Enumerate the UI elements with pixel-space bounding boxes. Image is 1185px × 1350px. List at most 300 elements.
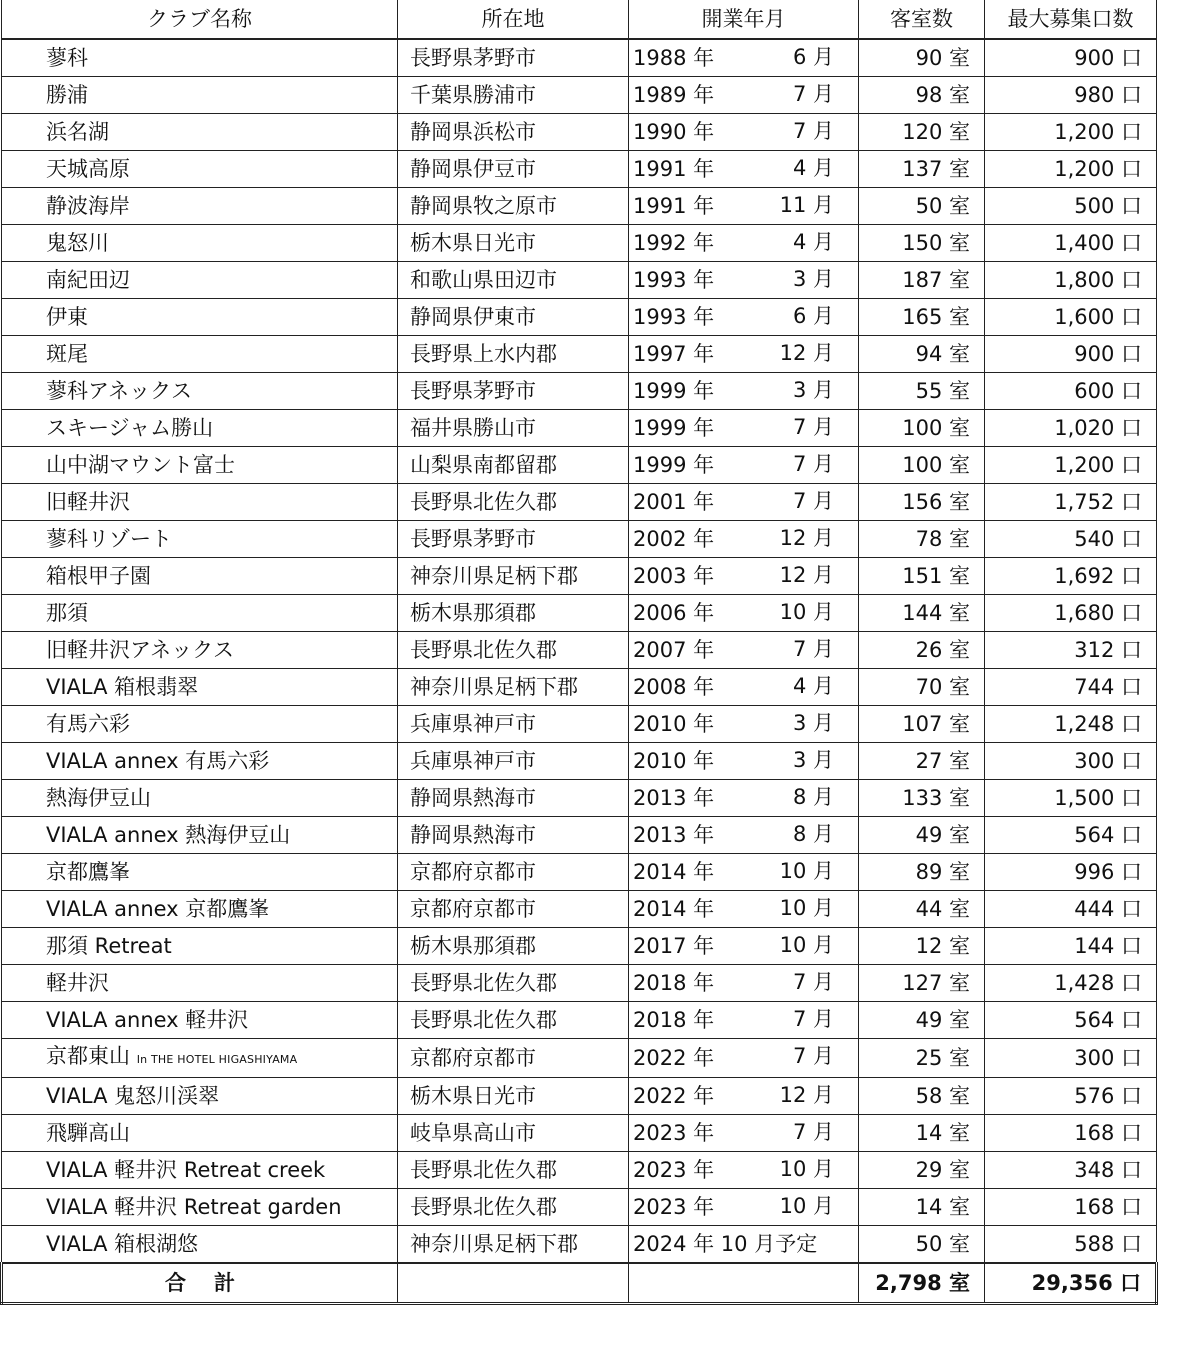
opened-year: 2008 年 <box>633 675 715 699</box>
opened-month: 10 月 <box>779 933 834 957</box>
club-name: VIALA annex 有馬六彩 <box>46 749 270 773</box>
opened-cell <box>629 151 859 188</box>
location: 長野県北佐久郡 <box>410 490 557 514</box>
opened-year: 1999 年 <box>633 379 715 403</box>
rooms-cell <box>859 1226 985 1264</box>
table-row <box>2 39 1157 77</box>
club-name: 蓼科リゾート <box>46 527 172 551</box>
units-cell <box>985 1078 1157 1115</box>
rooms: 29 室 <box>915 1158 970 1182</box>
rooms-cell <box>859 891 985 928</box>
location-cell <box>398 447 629 484</box>
club-name-cell <box>2 1226 398 1264</box>
club-name: VIALA annex 熱海伊豆山 <box>46 823 291 847</box>
opened-cell <box>629 39 859 77</box>
opened-year: 2018 年 <box>633 971 715 995</box>
location: 静岡県伊豆市 <box>410 157 536 181</box>
max-units: 444 口 <box>1074 897 1142 921</box>
location-cell <box>398 928 629 965</box>
location: 静岡県熱海市 <box>410 786 536 810</box>
opened-cell <box>629 595 859 632</box>
club-name: 勝浦 <box>46 83 88 107</box>
units-cell <box>985 1039 1157 1078</box>
total-label: 合計 <box>2 1263 398 1304</box>
rooms-cell <box>859 225 985 262</box>
units-cell <box>985 336 1157 373</box>
units-cell <box>985 1152 1157 1189</box>
opened-month: 7 月 <box>792 489 834 513</box>
units-cell <box>985 817 1157 854</box>
opened-month: 4 月 <box>792 156 834 180</box>
club-name-cell <box>2 447 398 484</box>
table-row <box>2 151 1157 188</box>
opened-month: 3 月 <box>792 267 834 291</box>
location-cell <box>398 780 629 817</box>
opened-year: 2001 年 <box>633 490 715 514</box>
rooms: 156 室 <box>902 490 970 514</box>
total-opened-empty <box>629 1263 859 1304</box>
max-units: 1,600 口 <box>1054 305 1142 329</box>
units-cell <box>985 151 1157 188</box>
rooms-cell <box>859 854 985 891</box>
max-units: 1,752 口 <box>1054 490 1142 514</box>
rooms-cell <box>859 299 985 336</box>
opened-year: 2017 年 <box>633 934 715 958</box>
location: 長野県北佐久郡 <box>410 1158 557 1182</box>
table-row <box>2 188 1157 225</box>
rooms-cell <box>859 965 985 1002</box>
location-cell <box>398 595 629 632</box>
units-cell <box>985 1226 1157 1264</box>
rooms: 70 室 <box>915 675 970 699</box>
location-cell <box>398 891 629 928</box>
max-units: 144 口 <box>1074 934 1142 958</box>
club-name: 箱根甲子園 <box>46 564 151 588</box>
rooms-cell <box>859 447 985 484</box>
opened-month: 12 月 <box>779 526 834 550</box>
rooms: 90 室 <box>915 46 970 70</box>
opened-year: 1990 年 <box>633 120 715 144</box>
location: 静岡県伊東市 <box>410 305 536 329</box>
table-row <box>2 632 1157 669</box>
rooms-cell <box>859 1002 985 1039</box>
club-name: 京都東山 <box>46 1044 130 1068</box>
opened-month: 4 月 <box>792 230 834 254</box>
max-units: 300 口 <box>1074 749 1142 773</box>
location: 神奈川県足柄下郡 <box>410 1232 578 1256</box>
location-cell <box>398 854 629 891</box>
units-cell <box>985 299 1157 336</box>
opened-year: 1999 年 <box>633 416 715 440</box>
opened-cell <box>629 521 859 558</box>
total-row <box>2 1263 1157 1304</box>
opened-cell <box>629 188 859 225</box>
units-cell <box>985 521 1157 558</box>
location-cell <box>398 965 629 1002</box>
opened-cell <box>629 1039 859 1078</box>
max-units: 540 口 <box>1074 527 1142 551</box>
location-cell <box>398 77 629 114</box>
club-name: 天城高原 <box>46 157 130 181</box>
location: 栃木県日光市 <box>410 231 536 255</box>
location: 兵庫県神戸市 <box>410 749 536 773</box>
opened-month: 11 月 <box>779 193 834 217</box>
units-cell <box>985 595 1157 632</box>
max-units: 996 口 <box>1074 860 1142 884</box>
location-cell <box>398 410 629 447</box>
table-row <box>2 706 1157 743</box>
table-row <box>2 1152 1157 1189</box>
club-name: VIALA 軽井沢 Retreat creek <box>46 1158 326 1182</box>
rooms: 133 室 <box>902 786 970 810</box>
opened-cell <box>629 1152 859 1189</box>
opened-month: 3 月 <box>792 748 834 772</box>
opened-cell <box>629 817 859 854</box>
club-name-cell <box>2 484 398 521</box>
club-name: 軽井沢 <box>46 971 109 995</box>
opened-year: 1993 年 <box>633 268 715 292</box>
rooms-cell <box>859 1189 985 1226</box>
units-cell <box>985 1002 1157 1039</box>
opened-cell <box>629 1189 859 1226</box>
units-cell <box>985 780 1157 817</box>
opened-month: 10 月 <box>779 1157 834 1181</box>
units-cell <box>985 114 1157 151</box>
units-cell <box>985 632 1157 669</box>
club-name-cell <box>2 595 398 632</box>
opened-month: 7 月 <box>792 452 834 476</box>
opened-year: 2002 年 <box>633 527 715 551</box>
rooms: 12 室 <box>915 934 970 958</box>
table-row <box>2 1078 1157 1115</box>
table-row <box>2 1039 1157 1078</box>
rooms-cell <box>859 706 985 743</box>
units-cell <box>985 743 1157 780</box>
units-cell <box>985 965 1157 1002</box>
table-row <box>2 114 1157 151</box>
club-name-cell <box>2 151 398 188</box>
location-cell <box>398 1189 629 1226</box>
club-name: 伊東 <box>46 305 88 329</box>
location: 神奈川県足柄下郡 <box>410 564 578 588</box>
location-cell <box>398 1078 629 1115</box>
opened-cell <box>629 669 859 706</box>
location: 京都府京都市 <box>410 897 536 921</box>
location-cell <box>398 225 629 262</box>
max-units: 300 口 <box>1074 1046 1142 1070</box>
rooms-cell <box>859 188 985 225</box>
opened-month: 8 月 <box>792 822 834 846</box>
table-row <box>2 891 1157 928</box>
rooms-cell <box>859 151 985 188</box>
location: 静岡県熱海市 <box>410 823 536 847</box>
max-units: 1,020 口 <box>1054 416 1142 440</box>
rooms: 50 室 <box>915 194 970 218</box>
opened-year: 1999 年 <box>633 453 715 477</box>
opened-month: 7 月 <box>792 1007 834 1031</box>
club-name: VIALA annex 軽井沢 <box>46 1008 249 1032</box>
club-name: 蓼科 <box>46 46 88 70</box>
units-cell <box>985 39 1157 77</box>
location: 静岡県牧之原市 <box>410 194 557 218</box>
table-row <box>2 77 1157 114</box>
location: 長野県北佐久郡 <box>410 1195 557 1219</box>
rooms-cell <box>859 373 985 410</box>
location-cell <box>398 817 629 854</box>
club-name-cell <box>2 336 398 373</box>
units-cell <box>985 558 1157 595</box>
table-row <box>2 410 1157 447</box>
opened-month: 8 月 <box>792 785 834 809</box>
total-rooms: 2,798 室 <box>859 1263 985 1304</box>
units-cell <box>985 706 1157 743</box>
table-row <box>2 373 1157 410</box>
header-opened: 開業年月 <box>629 0 859 39</box>
rooms: 127 室 <box>902 971 970 995</box>
club-name: VIALA 鬼怒川渓翠 <box>46 1084 220 1108</box>
club-name-cell <box>2 77 398 114</box>
opened-year: 2003 年 <box>633 564 715 588</box>
opened-cell <box>629 891 859 928</box>
max-units: 744 口 <box>1074 675 1142 699</box>
opened-year: 2023 年 <box>633 1158 715 1182</box>
rooms-cell <box>859 410 985 447</box>
location-cell <box>398 1002 629 1039</box>
opened-month: 10 月 <box>779 1194 834 1218</box>
opened-month: 3 月 <box>792 711 834 735</box>
units-cell <box>985 447 1157 484</box>
opened-month: 12 月 <box>779 1083 834 1107</box>
location-cell <box>398 188 629 225</box>
max-units: 576 口 <box>1074 1084 1142 1108</box>
opened-year: 1989 年 <box>633 83 715 107</box>
rooms-cell <box>859 743 985 780</box>
max-units: 900 口 <box>1074 46 1142 70</box>
max-units: 1,428 口 <box>1054 971 1142 995</box>
club-name: 那須 <box>46 601 88 625</box>
max-units: 980 口 <box>1074 83 1142 107</box>
header-club-name: クラブ名称 <box>2 0 398 39</box>
location-cell <box>398 558 629 595</box>
location: 長野県上水内郡 <box>410 342 557 366</box>
opened-year: 1992 年 <box>633 231 715 255</box>
rooms-cell <box>859 484 985 521</box>
table-row <box>2 1002 1157 1039</box>
club-name: VIALA 軽井沢 Retreat garden <box>46 1195 342 1219</box>
max-units: 1,800 口 <box>1054 268 1142 292</box>
units-cell <box>985 262 1157 299</box>
rooms-cell <box>859 780 985 817</box>
table-row <box>2 484 1157 521</box>
rooms-cell <box>859 669 985 706</box>
max-units: 900 口 <box>1074 342 1142 366</box>
club-name-cell <box>2 632 398 669</box>
opened-month: 7 月 <box>792 1120 834 1144</box>
table-body <box>2 39 1157 1263</box>
opened-cell <box>629 373 859 410</box>
opened-cell <box>629 1115 859 1152</box>
club-name-cell <box>2 373 398 410</box>
rooms: 150 室 <box>902 231 970 255</box>
max-units: 1,680 口 <box>1054 601 1142 625</box>
location: 岐阜県高山市 <box>410 1121 536 1145</box>
max-units: 168 口 <box>1074 1195 1142 1219</box>
opened-year: 2013 年 <box>633 823 715 847</box>
club-name-cell <box>2 965 398 1002</box>
location-cell <box>398 1152 629 1189</box>
club-name: 静波海岸 <box>46 194 130 218</box>
opened-cell <box>629 558 859 595</box>
location: 山梨県南都留郡 <box>410 453 557 477</box>
opened-cell <box>629 1078 859 1115</box>
units-cell <box>985 225 1157 262</box>
club-name: 浜名湖 <box>46 120 109 144</box>
club-name-cell <box>2 780 398 817</box>
location-cell <box>398 262 629 299</box>
table-row <box>2 928 1157 965</box>
opened-cell <box>629 706 859 743</box>
opened-cell <box>629 225 859 262</box>
max-units: 1,400 口 <box>1054 231 1142 255</box>
club-name-cell <box>2 854 398 891</box>
header-location: 所在地 <box>398 0 629 39</box>
rooms-cell <box>859 336 985 373</box>
table-row <box>2 299 1157 336</box>
location-cell <box>398 39 629 77</box>
table-row <box>2 1189 1157 1226</box>
club-name-cell <box>2 39 398 77</box>
max-units: 168 口 <box>1074 1121 1142 1145</box>
rooms: 165 室 <box>902 305 970 329</box>
club-name: VIALA 箱根翡翠 <box>46 675 199 699</box>
opened-cell <box>629 77 859 114</box>
location: 千葉県勝浦市 <box>410 83 536 107</box>
club-name-cell <box>2 521 398 558</box>
max-units: 1,200 口 <box>1054 157 1142 181</box>
location: 兵庫県神戸市 <box>410 712 536 736</box>
location-cell <box>398 632 629 669</box>
club-name-cell <box>2 410 398 447</box>
opened-cell <box>629 410 859 447</box>
location: 栃木県那須郡 <box>410 934 536 958</box>
location-cell <box>398 1115 629 1152</box>
location: 京都府京都市 <box>410 1046 536 1070</box>
max-units: 564 口 <box>1074 1008 1142 1032</box>
opened-year: 1991 年 <box>633 157 715 181</box>
club-name-cell <box>2 1152 398 1189</box>
rooms: 27 室 <box>915 749 970 773</box>
rooms: 151 室 <box>902 564 970 588</box>
location: 長野県茅野市 <box>410 379 536 403</box>
opened-month: 10 月 <box>779 859 834 883</box>
opened-cell <box>629 114 859 151</box>
table-row <box>2 262 1157 299</box>
opened-year: 2010 年 <box>633 712 715 736</box>
opened-cell <box>629 632 859 669</box>
club-name: 那須 Retreat <box>46 934 172 958</box>
rooms: 55 室 <box>915 379 970 403</box>
opened-month: 4 月 <box>792 674 834 698</box>
rooms: 144 室 <box>902 601 970 625</box>
rooms-cell <box>859 558 985 595</box>
rooms-cell <box>859 262 985 299</box>
rooms: 14 室 <box>915 1195 970 1219</box>
club-name-cell <box>2 1115 398 1152</box>
units-cell <box>985 669 1157 706</box>
club-name: 斑尾 <box>46 342 88 366</box>
opened-month: 7 月 <box>792 119 834 143</box>
max-units: 1,500 口 <box>1054 786 1142 810</box>
opened-month: 12 月 <box>779 563 834 587</box>
opened-year: 2023 年 <box>633 1195 715 1219</box>
opened-year: 2010 年 <box>633 749 715 773</box>
location: 静岡県浜松市 <box>410 120 536 144</box>
location-cell <box>398 706 629 743</box>
opened-year: 2006 年 <box>633 601 715 625</box>
club-name-cell <box>2 558 398 595</box>
location: 長野県茅野市 <box>410 46 536 70</box>
club-name: 鬼怒川 <box>46 231 109 255</box>
rooms: 89 室 <box>915 860 970 884</box>
club-name: 蓼科アネックス <box>46 379 192 403</box>
opened-cell <box>629 1002 859 1039</box>
max-units: 564 口 <box>1074 823 1142 847</box>
club-name-cell <box>2 262 398 299</box>
header-rooms: 客室数 <box>859 0 985 39</box>
location-cell <box>398 1039 629 1078</box>
max-units: 588 口 <box>1074 1232 1142 1256</box>
opened-month: 6 月 <box>792 45 834 69</box>
club-name-cell <box>2 1078 398 1115</box>
club-name-cell <box>2 299 398 336</box>
table-row <box>2 780 1157 817</box>
club-name-cell <box>2 891 398 928</box>
club-name: 熱海伊豆山 <box>46 786 151 810</box>
opened-month: 7 月 <box>792 1044 834 1068</box>
rooms: 49 室 <box>915 1008 970 1032</box>
opened-year: 2022 年 <box>633 1084 715 1108</box>
table-row <box>2 817 1157 854</box>
units-cell <box>985 410 1157 447</box>
rooms-cell <box>859 595 985 632</box>
opened-year: 2014 年 <box>633 860 715 884</box>
club-name: VIALA 箱根湖悠 <box>46 1232 199 1256</box>
location-cell <box>398 484 629 521</box>
location: 福井県勝山市 <box>410 416 536 440</box>
max-units: 1,692 口 <box>1054 564 1142 588</box>
opened-month: 10 月 <box>779 896 834 920</box>
club-name-cell <box>2 1189 398 1226</box>
club-name: 山中湖マウント富士 <box>46 453 235 477</box>
rooms-cell <box>859 1039 985 1078</box>
opened-cell <box>629 928 859 965</box>
table-row <box>2 1226 1157 1264</box>
rooms: 137 室 <box>902 157 970 181</box>
location-cell <box>398 669 629 706</box>
opened-month: 6 月 <box>792 304 834 328</box>
opened-month: 12 月 <box>779 341 834 365</box>
club-name-cell <box>2 706 398 743</box>
opened-year: 2014 年 <box>633 897 715 921</box>
location-cell <box>398 151 629 188</box>
rooms: 25 室 <box>915 1046 970 1070</box>
rooms: 94 室 <box>915 342 970 366</box>
opened-cell <box>629 484 859 521</box>
rooms: 26 室 <box>915 638 970 662</box>
table-row <box>2 1115 1157 1152</box>
location: 京都府京都市 <box>410 860 536 884</box>
location-cell <box>398 299 629 336</box>
